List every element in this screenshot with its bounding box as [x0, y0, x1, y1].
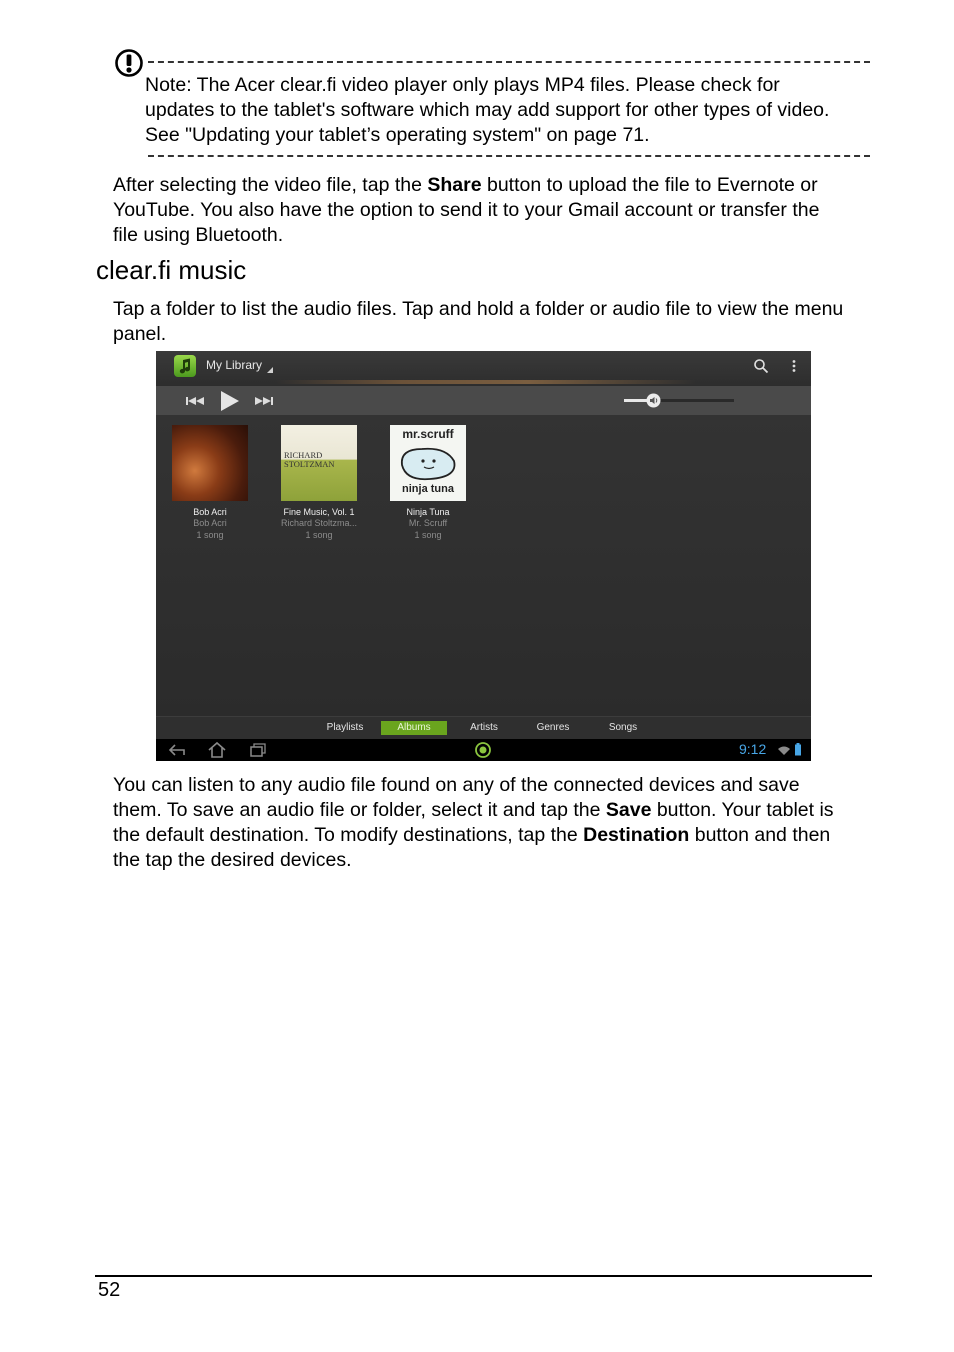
home-icon[interactable] — [207, 741, 227, 758]
music-note-icon — [174, 355, 196, 377]
album-cover — [390, 425, 466, 501]
header-decoration — [276, 380, 696, 384]
album-cover — [281, 425, 357, 501]
page-number: 52 — [98, 1279, 121, 1301]
system-navigation-bar — [156, 739, 811, 761]
wifi-icon — [777, 745, 791, 756]
album-grid — [156, 415, 811, 716]
save-keyword: Save — [605, 799, 652, 821]
paragraph-line: panel. — [113, 323, 167, 345]
overflow-menu-icon[interactable] — [790, 359, 798, 373]
music-app-screenshot — [156, 351, 811, 761]
destination-keyword: Destination — [583, 824, 690, 846]
album-item[interactable] — [274, 425, 364, 541]
next-track-icon[interactable] — [255, 396, 273, 406]
paragraph-line: You can listen to any audio file found on any of the connected devices and save — [113, 774, 800, 796]
album-artist: Richard Stoltzma... — [280, 518, 358, 528]
play-icon[interactable] — [219, 390, 241, 412]
footer-rule — [95, 1275, 872, 1277]
tab-genres[interactable]: Genres — [536, 722, 570, 733]
paragraph-line: file using Bluetooth. — [113, 224, 284, 246]
tab-albums[interactable]: Albums — [381, 721, 447, 735]
warning-icon — [114, 48, 144, 78]
section-title: clear.fi music — [96, 255, 247, 285]
note-line: See "Updating your tablet’s operating system" on page 71. — [145, 124, 650, 146]
library-selector[interactable]: My Library — [206, 358, 273, 373]
status-clock: 9:12 — [739, 741, 767, 757]
player-bar — [156, 386, 811, 415]
album-title: Fine Music, Vol. 1 — [283, 507, 355, 517]
previous-track-icon[interactable] — [186, 396, 204, 406]
paragraph-line: YouTube. You also have the option to send it to your Gmail account or transfer the — [113, 199, 820, 221]
action-bar — [156, 351, 811, 386]
album-cover-text: RICHARD STOLTZMAN — [284, 450, 335, 469]
note-top-divider — [148, 61, 870, 63]
search-icon[interactable] — [753, 358, 769, 374]
album-title: Ninja Tuna — [406, 507, 450, 517]
volume-slider[interactable] — [624, 399, 734, 402]
note-line: updates to the tablet's software which may add support for other types of video. — [145, 99, 830, 121]
back-icon[interactable] — [168, 743, 186, 757]
paragraph-line: the default destination. To modify destinations, tap the Destination button and then — [113, 824, 831, 846]
paragraph-line: them. To save an audio file or folder, select it and tap the Save button. Your tablet is — [113, 799, 834, 821]
tab-songs[interactable]: Songs — [608, 722, 638, 733]
folder-paragraph — [113, 297, 843, 347]
album-song-count: 1 song — [305, 530, 333, 540]
note-line: Note: The Acer clear.fi video player only plays MP4 files. Please check for — [145, 74, 780, 96]
album-cover — [172, 425, 248, 501]
dropdown-corner-icon — [267, 367, 273, 373]
share-paragraph — [113, 173, 819, 248]
save-paragraph — [113, 773, 834, 873]
volume-icon[interactable] — [646, 393, 661, 408]
library-tabs — [156, 716, 811, 739]
album-item[interactable] — [383, 425, 473, 541]
paragraph-line: the tap the desired devices. — [113, 849, 352, 871]
recent-apps-icon[interactable] — [249, 743, 267, 757]
note-bottom-divider — [148, 155, 870, 157]
album-artist: Mr. Scruff — [408, 518, 448, 528]
album-song-count: 1 song — [196, 530, 224, 540]
tab-artists[interactable]: Artists — [470, 722, 498, 733]
album-cover-text: mr.scruff — [402, 427, 454, 441]
album-item[interactable] — [165, 425, 255, 541]
tab-playlists[interactable]: Playlists — [326, 722, 364, 733]
paragraph-line: Tap a folder to list the audio files. Tap and hold a folder or audio file to view the menu — [113, 298, 844, 320]
share-keyword: Share — [427, 174, 482, 196]
battery-icon — [794, 743, 802, 756]
fish-illustration-icon — [396, 443, 460, 483]
album-cover-text: ninja tuna — [402, 483, 454, 495]
notification-indicator-icon[interactable] — [474, 741, 492, 759]
note-text — [145, 73, 829, 148]
album-song-count: 1 song — [414, 530, 442, 540]
paragraph-line: After selecting the video file, tap the Share button to upload the file to Evernote or — [113, 174, 818, 196]
album-title: Bob Acri — [193, 507, 227, 517]
album-artist: Bob Acri — [193, 518, 227, 528]
